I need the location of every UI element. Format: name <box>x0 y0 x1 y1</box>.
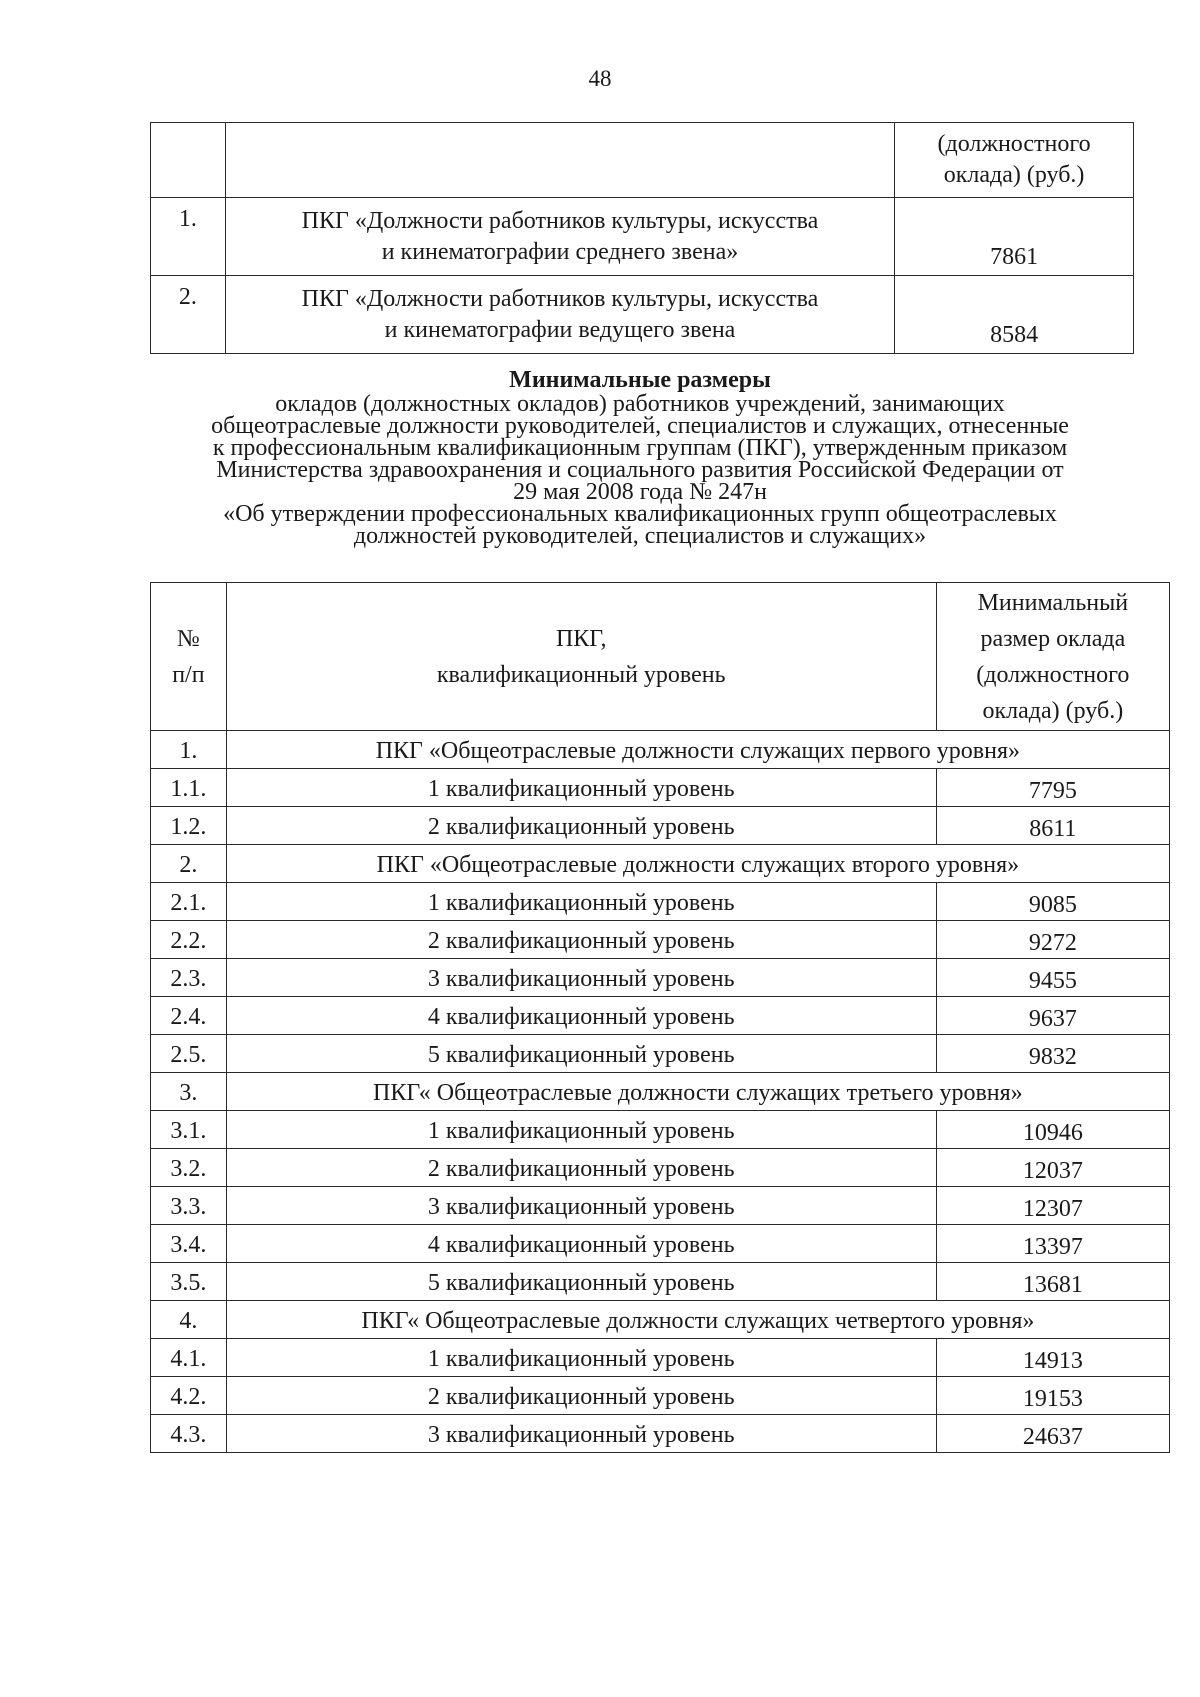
row-salary: 12307 <box>936 1187 1169 1225</box>
header-cell-number <box>151 123 226 198</box>
row-name: 3 квалификационный уровень <box>226 1415 936 1453</box>
group-row <box>151 1073 1170 1111</box>
row-salary: 9085 <box>936 883 1169 921</box>
header-cell-salary <box>895 123 1134 198</box>
table-row <box>151 1149 1170 1187</box>
row-name <box>225 276 894 354</box>
row-number: 3.3. <box>151 1187 227 1225</box>
row-salary: 9272 <box>936 921 1169 959</box>
row-name: 2 квалификационный уровень <box>226 921 936 959</box>
group-number: 2. <box>151 845 227 883</box>
row-name: 1 квалификационный уровень <box>226 1339 936 1377</box>
row-salary: 7861 <box>895 198 1134 276</box>
row-name: 1 квалификационный уровень <box>226 883 936 921</box>
row-salary: 19153 <box>936 1377 1169 1415</box>
row-number: 1.1. <box>151 769 227 807</box>
header-cell-salary <box>936 583 1169 731</box>
table-header-row <box>151 583 1170 731</box>
section-subtitle-line: к профессиональным квалификационным группам (ПКГ), утвержденным приказом <box>212 435 1068 461</box>
row-name: 2 квалификационный уровень <box>226 1377 936 1415</box>
section-subtitle-line: должностей руководителей, специалистов и служащих» <box>353 523 927 549</box>
group-row <box>151 845 1170 883</box>
section-subtitle-line: окладов (должностных окладов) работников учреждений, занимающих <box>275 391 1005 417</box>
header-salary-line: оклада) (руб.) <box>943 162 1085 188</box>
row-number: 2. <box>151 276 226 354</box>
row-salary: 13397 <box>936 1225 1169 1263</box>
row-number: 3.2. <box>151 1149 227 1187</box>
table-row <box>151 769 1170 807</box>
row-number: 1.2. <box>151 807 227 845</box>
row-salary: 8584 <box>895 276 1134 354</box>
row-name: 1 квалификационный уровень <box>226 1111 936 1149</box>
header-cell-number <box>151 583 227 731</box>
table-row <box>151 1339 1170 1377</box>
row-number: 4.2. <box>151 1377 227 1415</box>
row-salary: 9455 <box>936 959 1169 997</box>
salary-table-culture <box>150 122 1134 354</box>
section-subtitle-line: «Об утверждении профессиональных квалификационных групп общеотраслевых <box>223 501 1057 527</box>
header-number-line: № <box>176 625 200 652</box>
row-salary: 10946 <box>936 1111 1169 1149</box>
row-number: 3.4. <box>151 1225 227 1263</box>
row-name <box>225 198 894 276</box>
group-number: 1. <box>151 731 227 769</box>
table-row <box>151 1225 1170 1263</box>
row-number: 2.3. <box>151 959 227 997</box>
salary-table-general <box>150 582 1170 1453</box>
header-cell-name <box>225 123 894 198</box>
section-title: Минимальные размеры <box>509 367 771 393</box>
row-name-line: ПКГ «Должности работников культуры, искусства <box>301 285 819 312</box>
table-row <box>151 807 1170 845</box>
row-salary: 13681 <box>936 1263 1169 1301</box>
row-name: 5 квалификационный уровень <box>226 1035 936 1073</box>
page-number: 48 <box>588 66 612 91</box>
row-salary: 7795 <box>936 769 1169 807</box>
table-row <box>151 883 1170 921</box>
header-salary-line: оклада) (руб.) <box>982 697 1124 724</box>
table-header-row <box>151 123 1134 198</box>
table-row <box>151 1377 1170 1415</box>
row-name: 1 квалификационный уровень <box>226 769 936 807</box>
row-number: 1. <box>151 198 226 276</box>
row-salary: 9637 <box>936 997 1169 1035</box>
group-row <box>151 1301 1170 1339</box>
table-row <box>151 1415 1170 1453</box>
row-number: 4.1. <box>151 1339 227 1377</box>
row-number: 2.2. <box>151 921 227 959</box>
table-row <box>151 1187 1170 1225</box>
row-salary: 8611 <box>936 807 1169 845</box>
row-name: 3 квалификационный уровень <box>226 959 936 997</box>
header-salary-line: размер оклада <box>980 625 1126 652</box>
row-name-line: и кинематографии ведущего звена <box>384 316 736 343</box>
row-salary: 24637 <box>936 1415 1169 1453</box>
header-cell-name <box>226 583 936 731</box>
row-name: 2 квалификационный уровень <box>226 807 936 845</box>
group-title: ПКГ «Общеотраслевые должности служащих первого уровня» <box>226 731 1169 769</box>
row-name: 4 квалификационный уровень <box>226 1225 936 1263</box>
group-title: ПКГ« Общеотраслевые должности служащих четвертого уровня» <box>226 1301 1169 1339</box>
section-subtitle-line: общеотраслевые должности руководителей, специалистов и служащих, отнесенные <box>211 413 1069 439</box>
group-number: 3. <box>151 1073 227 1111</box>
row-number: 2.1. <box>151 883 227 921</box>
section-subtitle-line: Министерства здравоохранения и социального развития Российской Федерации от <box>216 457 1064 483</box>
row-name: 5 квалификационный уровень <box>226 1263 936 1301</box>
row-name: 3 квалификационный уровень <box>226 1187 936 1225</box>
row-number: 4.3. <box>151 1415 227 1453</box>
table-row <box>151 959 1170 997</box>
header-name-line: квалификационный уровень <box>436 661 726 688</box>
header-salary-line: (должностного <box>937 131 1091 157</box>
table-row <box>151 276 1134 354</box>
row-number: 2.5. <box>151 1035 227 1073</box>
group-number: 4. <box>151 1301 227 1339</box>
group-title: ПКГ «Общеотраслевые должности служащих второго уровня» <box>226 845 1169 883</box>
row-name: 4 квалификационный уровень <box>226 997 936 1035</box>
header-number-line: п/п <box>172 661 205 688</box>
row-number: 3.1. <box>151 1111 227 1149</box>
table-row <box>151 921 1170 959</box>
table-row <box>151 1111 1170 1149</box>
row-salary: 12037 <box>936 1149 1169 1187</box>
row-number: 2.4. <box>151 997 227 1035</box>
header-salary-line: (должностного <box>976 661 1130 688</box>
header-name-line: ПКГ, <box>555 625 607 652</box>
row-name-line: и кинематографии среднего звена» <box>381 238 739 265</box>
table-body <box>151 731 1170 1453</box>
header-salary-line: Минимальный <box>977 589 1129 616</box>
table-row <box>151 997 1170 1035</box>
row-name-line: ПКГ «Должности работников культуры, искусства <box>301 207 819 234</box>
row-name: 2 квалификационный уровень <box>226 1149 936 1187</box>
group-title: ПКГ« Общеотраслевые должности служащих третьего уровня» <box>226 1073 1169 1111</box>
section-subtitle-line: 29 мая 2008 года № 247н <box>513 479 767 505</box>
row-salary: 9832 <box>936 1035 1169 1073</box>
table-row <box>151 1035 1170 1073</box>
table-row <box>151 198 1134 276</box>
section-heading <box>120 369 1160 547</box>
group-row <box>151 731 1170 769</box>
row-salary: 14913 <box>936 1339 1169 1377</box>
table-row <box>151 1263 1170 1301</box>
row-number: 3.5. <box>151 1263 227 1301</box>
